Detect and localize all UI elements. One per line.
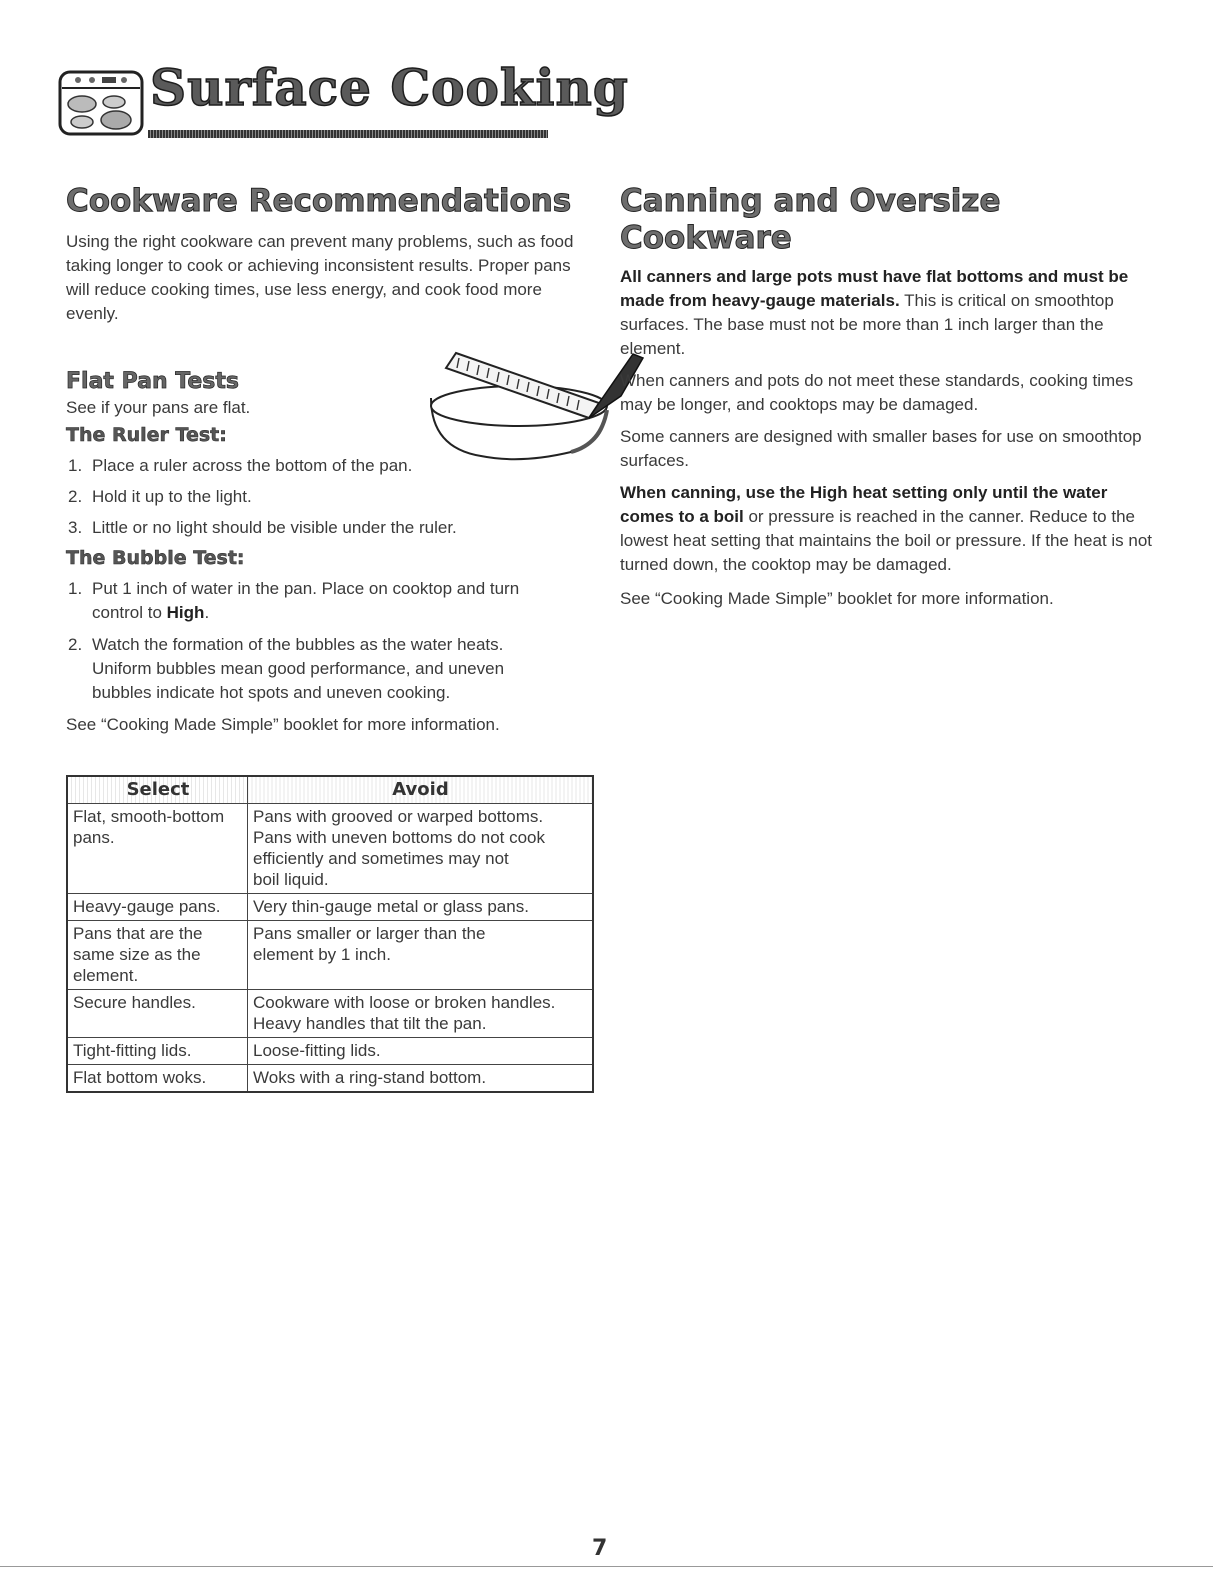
ruler-test-heading: The Ruler Test: [66,424,227,446]
avoid-cell: Cookware with loose or broken handles. Heavy handles that tilt the pan. [248,990,594,1038]
avoid-cell: Very thin-gauge metal or glass pans. [248,894,594,921]
avoid-cell: Pans smaller or larger than the element by 1 inch. [248,921,594,990]
see-also-note: See “Cooking Made Simple” booklet for more information. [66,715,500,734]
section-heading: Canning and Oversize Cookware [620,183,1001,256]
select-cell: Secure handles. [67,990,248,1038]
avoid-cell: Loose-fitting lids. [248,1038,594,1065]
select-cell: Flat bottom woks. [67,1065,248,1093]
intro-paragraph: Using the right cookware can prevent many problems, such as food taking longer to cook or achieving inconsistent results. Proper pans will reduce cooking times, use less energy, and cook food more evenly. [66,232,574,323]
flat-pan-tests-heading: Flat Pan Tests [66,369,240,394]
select-column-header: Select [67,776,248,804]
select-cell: Pans that are the same size as the element. [67,921,248,990]
avoid-column-header: Avoid [248,776,594,804]
title-underline [148,130,548,138]
pan-ruler-illustration [421,348,651,468]
cookware-table [66,775,594,1093]
avoid-cell: Woks with a ring-stand bottom. [248,1065,594,1093]
table-row [67,894,593,921]
list-item: 2. Watch the formation of the bubbles as the water heats. Uniform bubbles mean good performance, and uneven bubbles indicate hot spots and uneven cooking. [68,635,505,702]
table-row [67,804,593,894]
list-item: 1. Put 1 inch of water in the pan. Place on cooktop and turn control to High. [68,579,520,622]
cooktop-icon [58,70,144,136]
list-item: 1. Place a ruler across the bottom of the pan. [68,456,413,475]
flat-pan-intro: See if your pans are flat. [66,398,251,417]
select-cell: Tight-fitting lids. [67,1038,248,1065]
bubble-test-heading: The Bubble Test: [66,547,245,569]
page-title: Surface Cooking [150,58,629,117]
bubble-test-steps [66,577,566,705]
table-header-row [67,776,593,804]
canning-section [620,183,1160,611]
see-also-note: See “Cooking Made Simple” booklet for more information. [620,589,1054,608]
table-row [67,1038,593,1065]
cookware-recommendations-section [66,183,596,737]
page-number: 7 [592,1536,608,1561]
section-header [58,58,629,138]
smaller-bases-paragraph: Some canners are designed with smaller bases for use on smoothtop surfaces. [620,427,1142,470]
section-heading: Cookware Recommendations [66,183,572,219]
table-row [67,1065,593,1093]
table-row [67,990,593,1038]
table-row [67,921,593,990]
bottom-divider [0,1566,1213,1567]
select-cell: Flat, smooth-bottom pans. [67,804,248,894]
list-item: 3. Little or no light should be visible under the ruler. [68,518,457,537]
standards-paragraph: When canners and pots do not meet these standards, cooking times may be longer, and cooktops may be damaged. [620,371,1134,414]
select-cell: Heavy-gauge pans. [67,894,248,921]
list-item: 2. Hold it up to the light. [68,487,252,506]
canning-heat-paragraph: When canning, use the High heat setting only until the water comes to a boil or pressure is reached in the canner. Reduce to the lowest heat setting that maintains the boil or pressure. If the heat is not turned down, the cooktop may be damaged. [620,483,1153,574]
canner-requirements-paragraph: All canners and large pots must have flat bottoms and must be made from heavy-gauge materials. This is critical on smoothtop surfaces. The base must not be more than 1 inch larger than the element. [620,267,1129,358]
avoid-cell: Pans with grooved or warped bottoms. Pans with uneven bottoms do not cook efficiently and sometimes may not boil liquid. [248,804,594,894]
